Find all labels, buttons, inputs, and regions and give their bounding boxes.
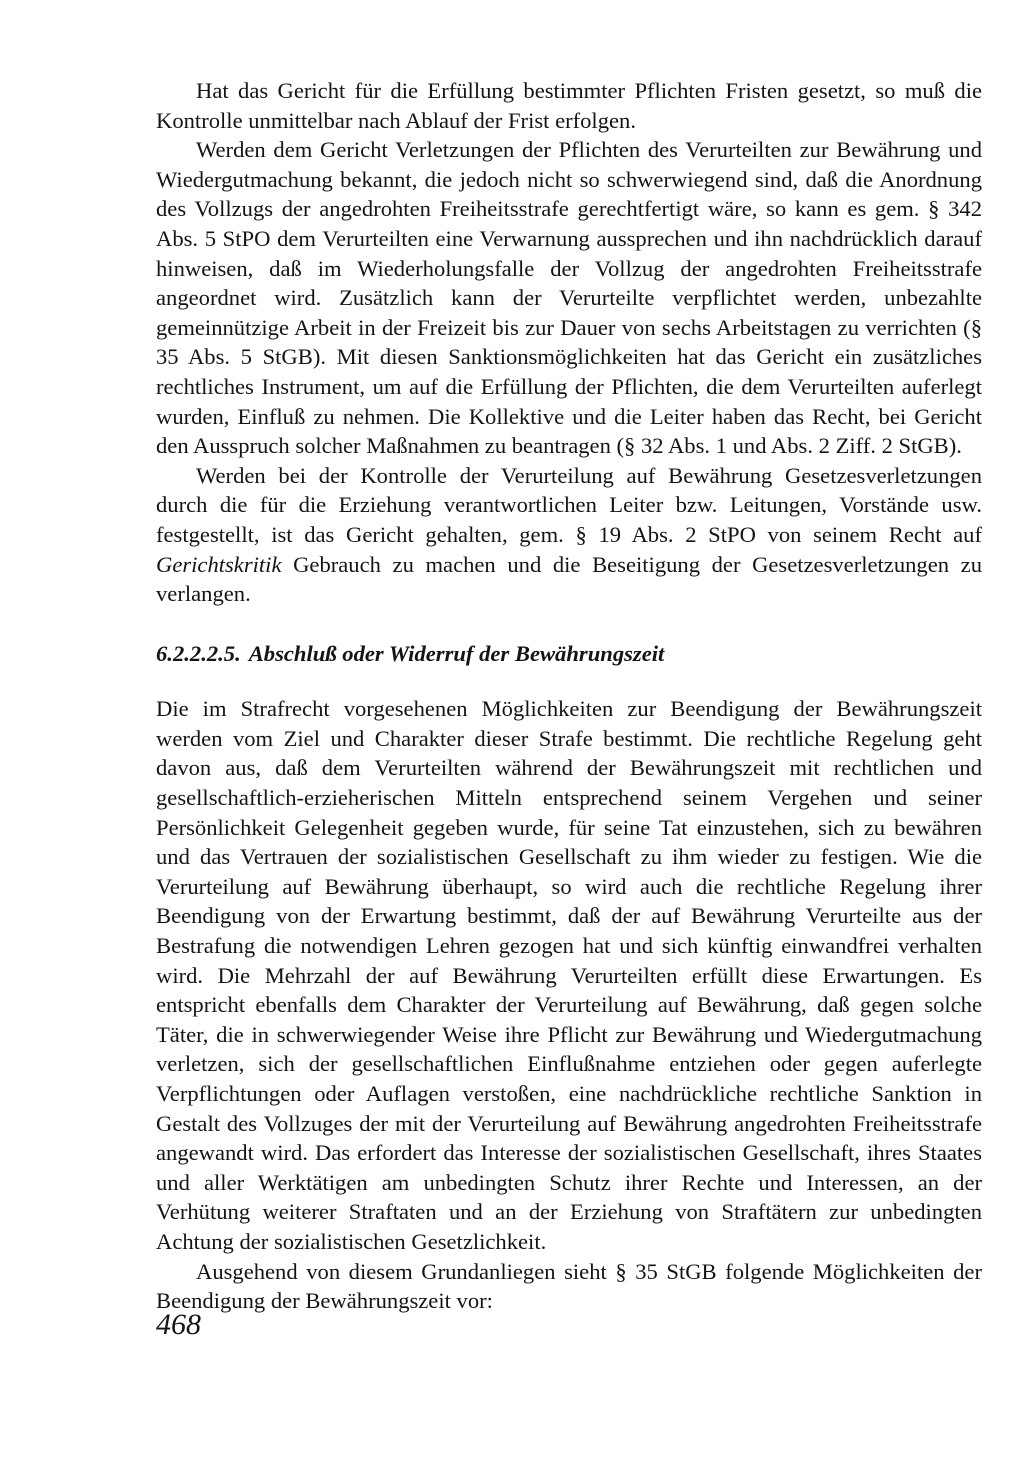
section-title: Abschluß oder Widerruf der Bewährungszeit: [248, 640, 665, 666]
paragraph-frist-kontrolle: Hat das Gericht für die Erfüllung bestimmter Pflichten Fristen gesetzt, so muß die Kontrolle unmittelbar nach Ablauf der Frist erfolgen.: [156, 78, 982, 133]
paragraph-gerichtskritik-text-before: Werden bei der Kontrolle der Verurteilung auf Bewährung Gesetzesverletzungen durch die für die Erziehung verantwortlichen Leiter bzw. Leitungen, Vorstände usw. festgestellt, ist das Gericht gehalten, gem. § 19 Abs. 2 StPO von seinem Recht auf: [156, 462, 982, 547]
page-body: [156, 76, 982, 1316]
paragraph-beendigung-bewaehrungszeit: Die im Strafrecht vorgesehenen Möglichkeiten zur Beendigung der Bewährungszeit werden vom Ziel und Charakter dieser Strafe bestimmt. Die rechtliche Regelung geht davon aus, daß dem Verurteilten während der Bewährungszeit mit rechtlichen und gesellschaftlich-erzieherischen Mitteln entsprechend seinem Vergehen und seiner Persönlichkeit Gelegenheit gegeben wurde, für seine Tat einzustehen, sich zu bewähren und das Vertrauen der sozialistischen Gesellschaft zu ihm wieder zu festigen. Wie die Verurteilung auf Bewährung überhaupt, so wird auch die rechtliche Regelung ihrer Beendigung von der Erwartung bestimmt, daß der auf Bewährung Verurteilte aus der Bestrafung die notwendigen Lehren gezogen hat und sich künftig einwandfrei verhalten wird. Die Mehrzahl der auf Bewährung Verurteilten erfüllt diese Erwartungen. Es entspricht ebenfalls dem Charakter der Verurteilung auf Bewährung, daß gegen solche Täter, die in schwerwiegender Weise ihre Pflicht zur Bewährung und Wiedergutmachung verletzen, sich der gesellschaftlichen Einflußnahme entziehen oder gegen auferlegte Verpflichtungen oder Auflagen verstoßen, eine nachdrückliche rechtliche Sanktion in Gestalt des Vollzuges der mit der Verurteilung auf Bewährung angedrohten Freiheitsstrafe angewandt wird. Das erfordert das Interesse der sozialistischen Gesellschaft, ihres Staates und aller Werktätigen am unbedingten Schutz ihrer Rechte und Interessen, an der Verhütung weiterer Straftaten und an der Erziehung von Straftätern zur unbedingten Achtung der sozialistischen Gesetzlichkeit.: [156, 696, 982, 1254]
section-number: 6.2.2.2.5.: [156, 640, 241, 666]
paragraph-grundanliegen: Ausgehend von diesem Grundanliegen sieht § 35 StGB folgende Möglichkeiten der Beendigung der Bewährungszeit vor:: [156, 1258, 982, 1314]
section-heading: [156, 639, 982, 669]
paragraph-gerichtskritik: [156, 461, 982, 609]
gerichtskritik-emphasis: Gerichtskritik: [156, 551, 282, 577]
paragraph-verwarnung: Werden dem Gericht Verletzungen der Pflichten des Verurteilten zur Bewährung und Wiedergutmachung bekannt, die jedoch nicht so schwerwiegend sind, daß die Anordnung des Vollzugs der angedrohten Freiheitsstrafe gerechtfertigt wäre, so kann es gem. § 342 Abs. 5 StPO dem Verurteilten eine Verwarnung aussprechen und ihn nachdrücklich darauf hinweisen, daß im Wiederholungsfalle der Vollzug der angedrohten Freiheitsstrafe angeordnet wird. Zusätzlich kann der Verurteilte verpflichtet werden, unbezahlte gemeinnützige Arbeit in der Freizeit bis zur Dauer von sechs Arbeitstagen zu verrichten (§ 35 Abs. 5 StGB). Mit diesen Sanktionsmöglichkeiten hat das Gericht ein zusätzliches rechtliches Instrument, um auf die Erfüllung der Pflichten, die dem Verurteilten auferlegt wurden, Einfluß zu nehmen. Die Kollektive und die Leiter haben das Recht, bei Gericht den Ausspruch solcher Maßnahmen zu beantragen (§ 32 Abs. 1 und Abs. 2 Ziff. 2 StGB).: [156, 137, 982, 459]
page-number: 468: [156, 1308, 201, 1341]
paragraph-gerichtskritik-text-after: Gebrauch zu machen und die Beseitigung der Gesetzesverletzungen zu verlangen.: [156, 551, 982, 607]
